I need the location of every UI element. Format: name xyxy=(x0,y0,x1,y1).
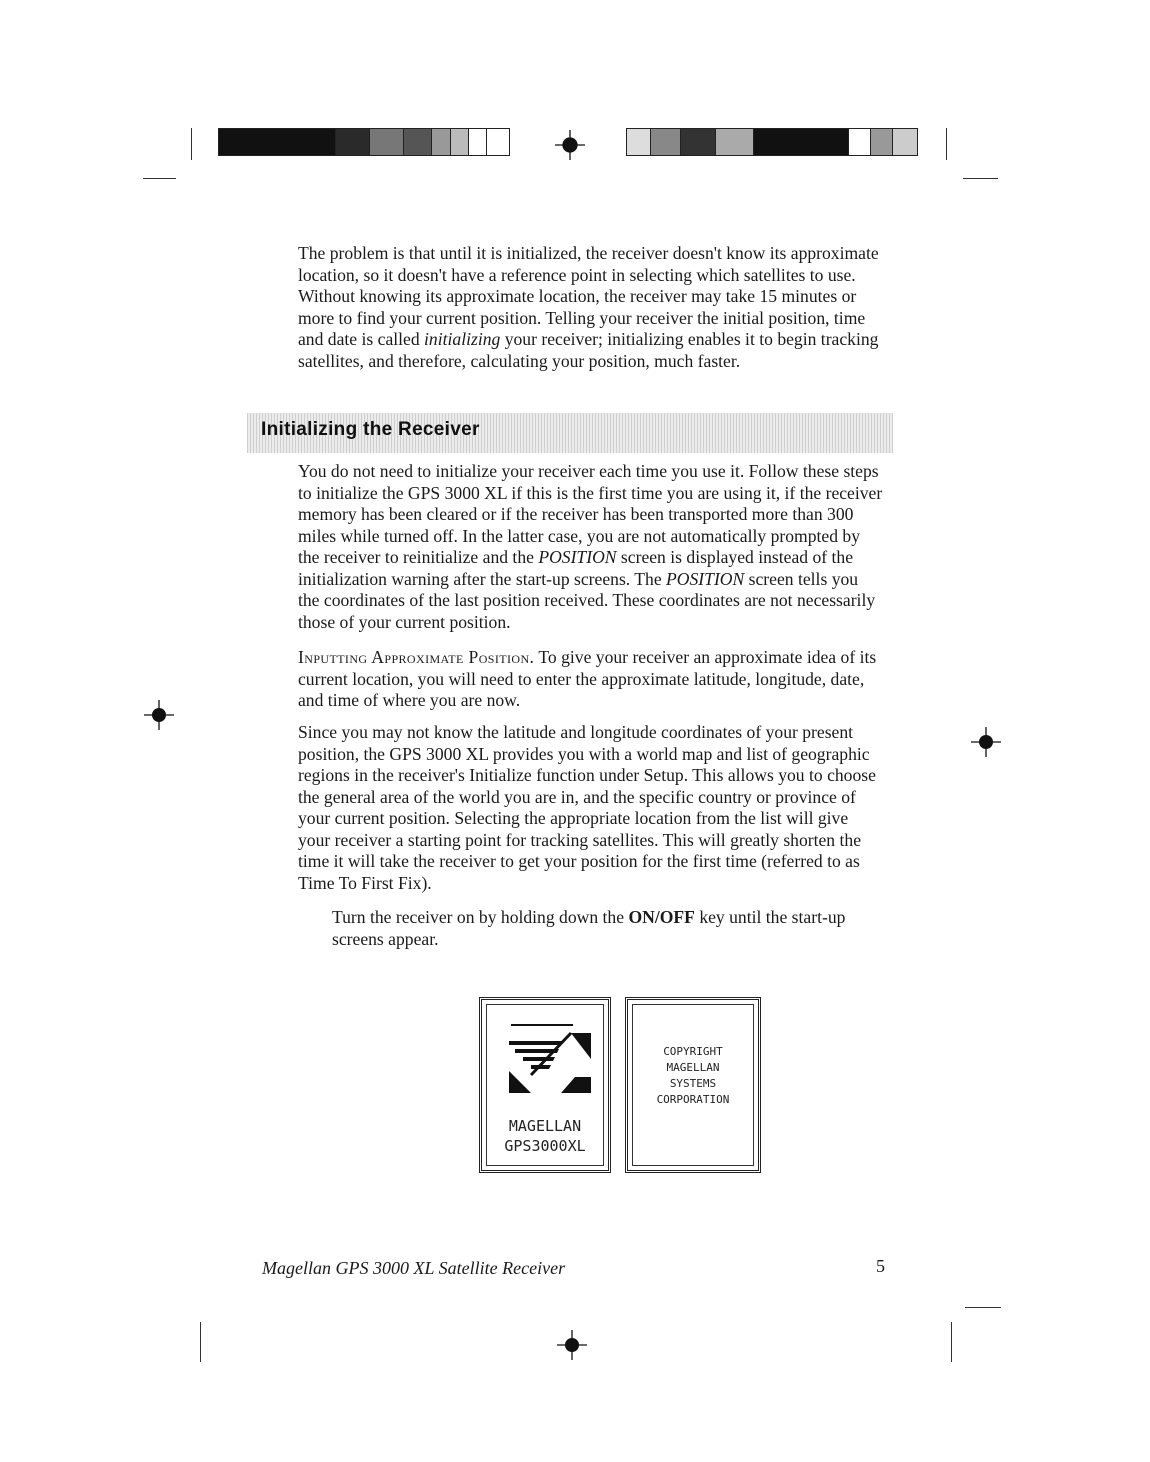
registration-mark-icon xyxy=(971,727,1001,757)
run-in-subhead: Inputting Approximate Position. xyxy=(298,647,535,667)
key-name: ON/OFF xyxy=(628,907,695,927)
registration-mark-icon xyxy=(555,130,585,160)
crop-mark xyxy=(200,1322,201,1362)
copyright-line-1: COPYRIGHT xyxy=(663,1045,723,1058)
step-instruction: Turn the receiver on by holding down the ON/OFF key until the start-up screens appear. xyxy=(332,907,846,949)
section-paragraph-3: Since you may not know the latitude and longitude coordinates of your present position, the GPS 3000 XL provides you with a world map and list of geographic regions in the receiver's Initialize function under Setup. This allows you to choose the general area of the world you are in, and the specific country or province of your current position. Selecting the appropriate location from the list will give your receiver a starting point for tracking satellites. This will greatly shorten the time it will take the receiver to get your position for the first time (referred to as Time To First Fix). xyxy=(298,722,876,893)
copyright-line-2: MAGELLAN xyxy=(666,1061,720,1074)
crop-mark xyxy=(946,128,947,160)
registration-mark-icon xyxy=(144,700,174,730)
logo-line-1: MAGELLAN xyxy=(508,1117,582,1135)
crop-mark xyxy=(963,178,998,179)
intro-paragraph: The problem is that until it is initialized, the receiver doesn't know its approximate location, so it doesn't have a reference point in selecting which satellites to use. Without knowing its approximate location, the receiver may take 15 minutes or more to find your current position. Telling your receiver the initial position, time and date is called initializing your receiver; initializing enables it to begin tracking satellites, and therefore, calculating your position, much faster. xyxy=(298,243,879,371)
tone-bar-left xyxy=(218,128,510,156)
emphasis: initializing xyxy=(424,329,501,349)
screen-name: POSITION xyxy=(666,568,745,589)
tone-bar-right xyxy=(626,128,918,156)
startup-screen-copyright xyxy=(625,997,761,1173)
section-heading: Initializing the Receiver xyxy=(261,419,480,440)
section-paragraph-2: Inputting Approximate Position. To give your receiver an approximate idea of its current location, you will need to enter the approximate latitude, longitude, date, and time of where you are now. xyxy=(298,647,877,710)
copyright-line-3: SYSTEMS xyxy=(669,1077,717,1090)
startup-screen-logo xyxy=(479,997,611,1173)
crop-mark xyxy=(191,128,192,160)
registration-mark-icon xyxy=(557,1330,587,1360)
section-heading-bar xyxy=(247,413,893,453)
logo-line-2: GPS3000XL xyxy=(504,1137,586,1155)
crop-mark xyxy=(951,1322,952,1362)
section-paragraph-1: You do not need to initialize your receiver each time you use it. Follow these steps to initialize the GPS 3000 XL if this is the first time you are using it, if the receiver memory has been cleared or if the receiver has been transported more than 300 miles while turned off. In the latter case, you are not automatically prompted by the receiver to reinitialize and the POSITION screen is displayed instead of the initialization warning after the start-up screens. The POSITION screen tells you the coordinates of the last position received. These coordinates are not necessarily those of your current position. xyxy=(298,461,883,632)
magellan-logo-icon xyxy=(501,1019,595,1099)
footer-title: Magellan GPS 3000 XL Satellite Receiver xyxy=(262,1258,566,1278)
screen-frame xyxy=(632,1004,754,1166)
crop-mark xyxy=(965,1307,1001,1308)
screen-name: POSITION xyxy=(538,547,617,567)
copyright-line-4: CORPORATION xyxy=(656,1093,730,1106)
crop-mark xyxy=(143,178,176,179)
screen-frame xyxy=(486,1004,604,1166)
page-number: 5 xyxy=(876,1256,885,1276)
